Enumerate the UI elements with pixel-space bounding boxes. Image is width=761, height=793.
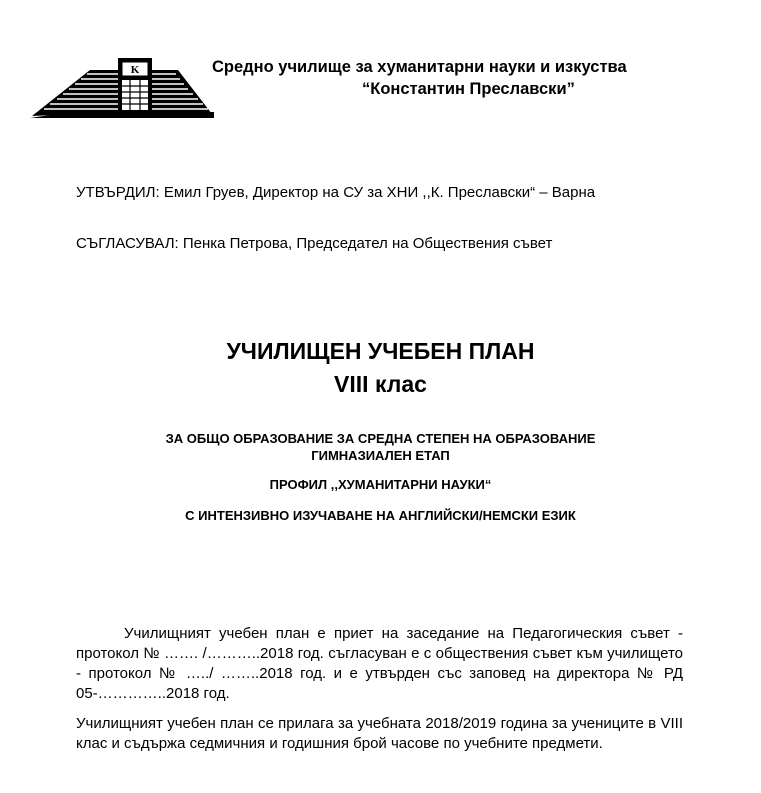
stage-heading: ГИМНАЗИАЛЕН ЕТАП xyxy=(311,448,450,463)
scope-paragraph: Училищният учебен план се прилага за учебната 2018/2019 година за учениците в VIII клас и съдържа седмичния и годишния брой часове по учебните предмети. xyxy=(76,715,683,752)
language-heading: С ИНТЕНЗИВНО ИЗУЧАВАНЕ НА АНГЛИЙСКИ/НЕМСКИ ЕЗИК xyxy=(185,508,576,523)
school-name-line1: Средно училище за хуманитарни науки и изкуства xyxy=(212,58,627,76)
adoption-paragraph: Училищният учебен план е приет на заседание на Педагогическия съвет - протокол № ……. /………..2018 год. съгласуван е с обществения съвет към училището - протокол № …../ ……..2018 год. и е утвърден със заповед на директора № РД 05-…………..2018 год. xyxy=(76,625,683,702)
svg-text:K: K xyxy=(130,64,140,76)
school-building-logo xyxy=(30,56,214,122)
grade-title: VIII клас xyxy=(334,371,427,397)
education-level-heading: ЗА ОБЩО ОБРАЗОВАНИЕ ЗА СРЕДНА СТЕПЕН НА ОБРАЗОВАНИЕ xyxy=(165,431,596,446)
profile-heading: ПРОФИЛ ,,ХУМАНИТАРНИ НАУКИ“ xyxy=(269,477,492,492)
page-title: УЧИЛИЩЕН УЧЕБЕН ПЛАН xyxy=(226,338,535,364)
school-name xyxy=(212,56,702,100)
approved-by-line: УТВЪРДИЛ: Емил Груев, Директор на СУ за ХНИ ,,К. Преславски“ – Варна xyxy=(76,184,596,201)
agreed-by-line: СЪГЛАСУВАЛ: Пенка Петрова, Председател на Обществения съвет xyxy=(76,235,553,252)
school-name-line2: “Константин Преславски” xyxy=(362,80,575,98)
